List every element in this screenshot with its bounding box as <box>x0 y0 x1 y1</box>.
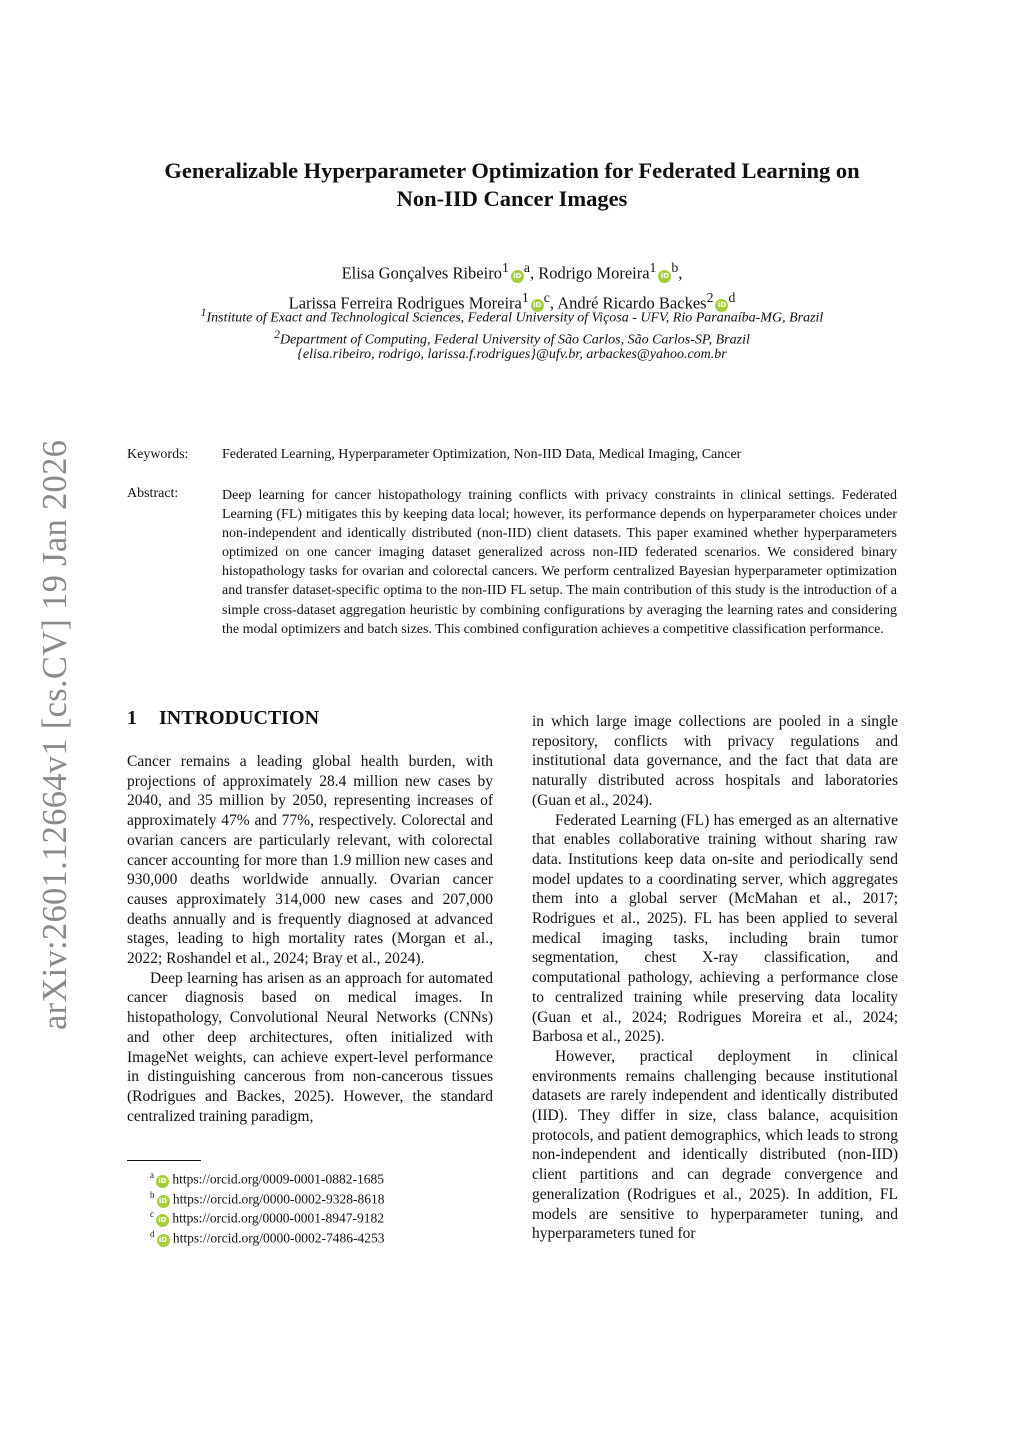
affiliation-text: Institute of Exact and Technological Sciences, Federal University of Viçosa - UFV, Rio Paranaíba-MG, Brazil <box>206 310 824 326</box>
orcid-icon: iD <box>156 1214 169 1227</box>
paragraph: However, practical deployment in clinical environments remains challenging because institutional datasets are rarely independent and identically distributed (IID). They differ in size, class balance, acquisition protocols, and patient demographics, which leads to strong non-independent and identically distributed (non-IID) client partitions and can degrade convergence and generalization (Rodrigues et al., 2025). In addition, FL models are sensitive to hyperparameter tuning, and hyperparameters tuned for <box>532 1047 898 1243</box>
orcid-icon[interactable]: iD <box>511 270 524 283</box>
author-separator: , <box>529 263 539 283</box>
left-column <box>127 752 493 1126</box>
author-affil-mark: 1 <box>501 260 509 275</box>
author-name: André Ricardo Backes <box>557 293 707 312</box>
footnote-mark: c <box>150 1209 154 1219</box>
footnote-rule <box>127 1160 201 1161</box>
author-name: Elisa Gonçalves Ribeiro <box>341 263 502 283</box>
author-separator: , <box>678 263 683 283</box>
title-line-2: Non-IID Cancer Images <box>396 186 628 211</box>
orcid-icon: iD <box>157 1195 170 1208</box>
paragraph: Deep learning has arisen as an approach for automated cancer diagnosis based on medical images. In histopathology, Convolutional Neural Networks (CNNs) and other deep architectures, often initialized with ImageNet weights, can achieve expert-level performance in distinguishing cancerous from non-cancerous tissues (Rodrigues and Backes, 2025). However, the standard centralized training paradigm, <box>127 969 493 1125</box>
orcid-link[interactable]: https://orcid.org/0000-0002-9328-8618 <box>172 1191 385 1207</box>
affiliation-number: 1 <box>200 306 207 319</box>
section-number: 1 <box>127 707 137 729</box>
right-column <box>532 712 898 1244</box>
orcid-mark: c <box>543 289 550 305</box>
section-title: INTRODUCTION <box>159 707 320 729</box>
orcid-link[interactable]: https://orcid.org/0000-0002-7486-4253 <box>172 1230 385 1246</box>
title-line-1: Generalizable Hyperparameter Optimization for Federated Learning on <box>164 158 860 183</box>
author-line-1 <box>100 256 924 286</box>
orcid-mark: b <box>671 260 679 275</box>
orcid-link[interactable]: https://orcid.org/0009-0001-0882-1685 <box>172 1171 384 1187</box>
orcid-icon[interactable]: iD <box>715 299 728 312</box>
orcid-mark: a <box>523 260 530 275</box>
orcid-mark: d <box>728 289 736 305</box>
author-affil-mark: 2 <box>706 289 714 305</box>
author-emails: {elisa.ribeiro, rodrigo, larissa.f.rodrigues}@ufv.br, arbackes@yahoo.com.br <box>297 347 727 362</box>
footnote-orcid-d <box>150 1225 385 1248</box>
author-affil-mark: 1 <box>521 289 529 305</box>
orcid-icon: iD <box>156 1175 169 1188</box>
abstract-text: Deep learning for cancer histopathology training conflicts with privacy constraints in clinical settings. Federated Learning (FL) mitigates this by keeping data local; however, its performance depends on hyperparameter choices under non-independent and identically distributed (non-IID) client datasets. This paper examined whether hyperparameters optimized on one cancer imaging dataset generalized across non-IID federated scenarios. We considered binary histopathology tasks for ovarian and colorectal cancers. We perform centralized Bayesian hyperparameter optimization and transfer dataset-specific optima to the non-IID FL setup. The main contribution of this study is the introduction of a simple cross-dataset aggregation heuristic by combining configurations by averaging the learning rates and considering the modal optimizers and batch sizes. This combined configuration achieves a competitive classification performance. <box>222 488 897 637</box>
orcid-icon: iD <box>157 1234 170 1247</box>
paragraph: Cancer remains a leading global health burden, with projections of approximately 28.4 million new cases by 2040, and 35 million by 2050, representing increases of approximately 47% and 77%, respectively. Colorectal and ovarian cancers are particularly relevant, with colorectal cancer accounting for more than 1.9 million new cases and 930,000 deaths worldwide annually. Ovarian cancer causes approximately 314,000 new cases and 207,000 deaths annually and is frequently diagnosed at advanced stages, leading to high mortality rates (Morgan et al., 2022; Roshandel et al., 2024; Bray et al., 2024). <box>127 753 493 968</box>
author-separator: , <box>549 293 558 312</box>
arxiv-side-stamp: arXiv:2601.12664v1 [cs.CV] 19 Jan 2026 <box>36 439 74 1030</box>
keywords-label: Keywords: <box>127 447 189 462</box>
footnote-mark: b <box>150 1190 155 1200</box>
author-affil-mark: 1 <box>649 260 657 275</box>
orcid-link[interactable]: https://orcid.org/0000-0001-8947-9182 <box>172 1210 384 1226</box>
footnote-mark: a <box>150 1170 154 1180</box>
paper-title <box>100 157 924 213</box>
affiliation-text: Department of Computing, Federal University of São Carlos, São Carlos-SP, Brazil <box>279 332 750 348</box>
orcid-icon[interactable]: iD <box>531 299 544 312</box>
keywords-text: Federated Learning, Hyperparameter Optimization, Non-IID Data, Medical Imaging, Cancer <box>222 447 742 462</box>
paragraph: Federated Learning (FL) has emerged as an alternative that enables collaborative training without sharing raw data. Institutions keep data on-site and periodically send model updates to a coordinating server, which aggregates them into a global server (McMahan et al., 2017; Rodrigues et al., 2025). FL has been applied to several medical imaging tasks, including brain tumor segmentation, chest X-ray classification, and computational pathology, achieving a performance close to centralized training while preserving data locality (Guan et al., 2024; Rodrigues Moreira et al., 2024; Barbosa et al., 2025). <box>532 811 898 1046</box>
paragraph: in which large image collections are pooled in a single repository, conflicts with privacy regulations and institutional data governance, and the fact that data are naturally distributed across hospitals and laboratories (Guan et al., 2024). <box>532 713 898 809</box>
abstract-label: Abstract: <box>127 486 179 501</box>
orcid-icon[interactable]: iD <box>658 270 671 283</box>
author-name: Rodrigo Moreira <box>538 263 650 283</box>
section-heading <box>127 707 319 730</box>
affiliation-number: 2 <box>274 328 280 341</box>
footnote-mark: d <box>150 1229 155 1239</box>
author-name: Larissa Ferreira Rodrigues Moreira <box>288 293 522 312</box>
